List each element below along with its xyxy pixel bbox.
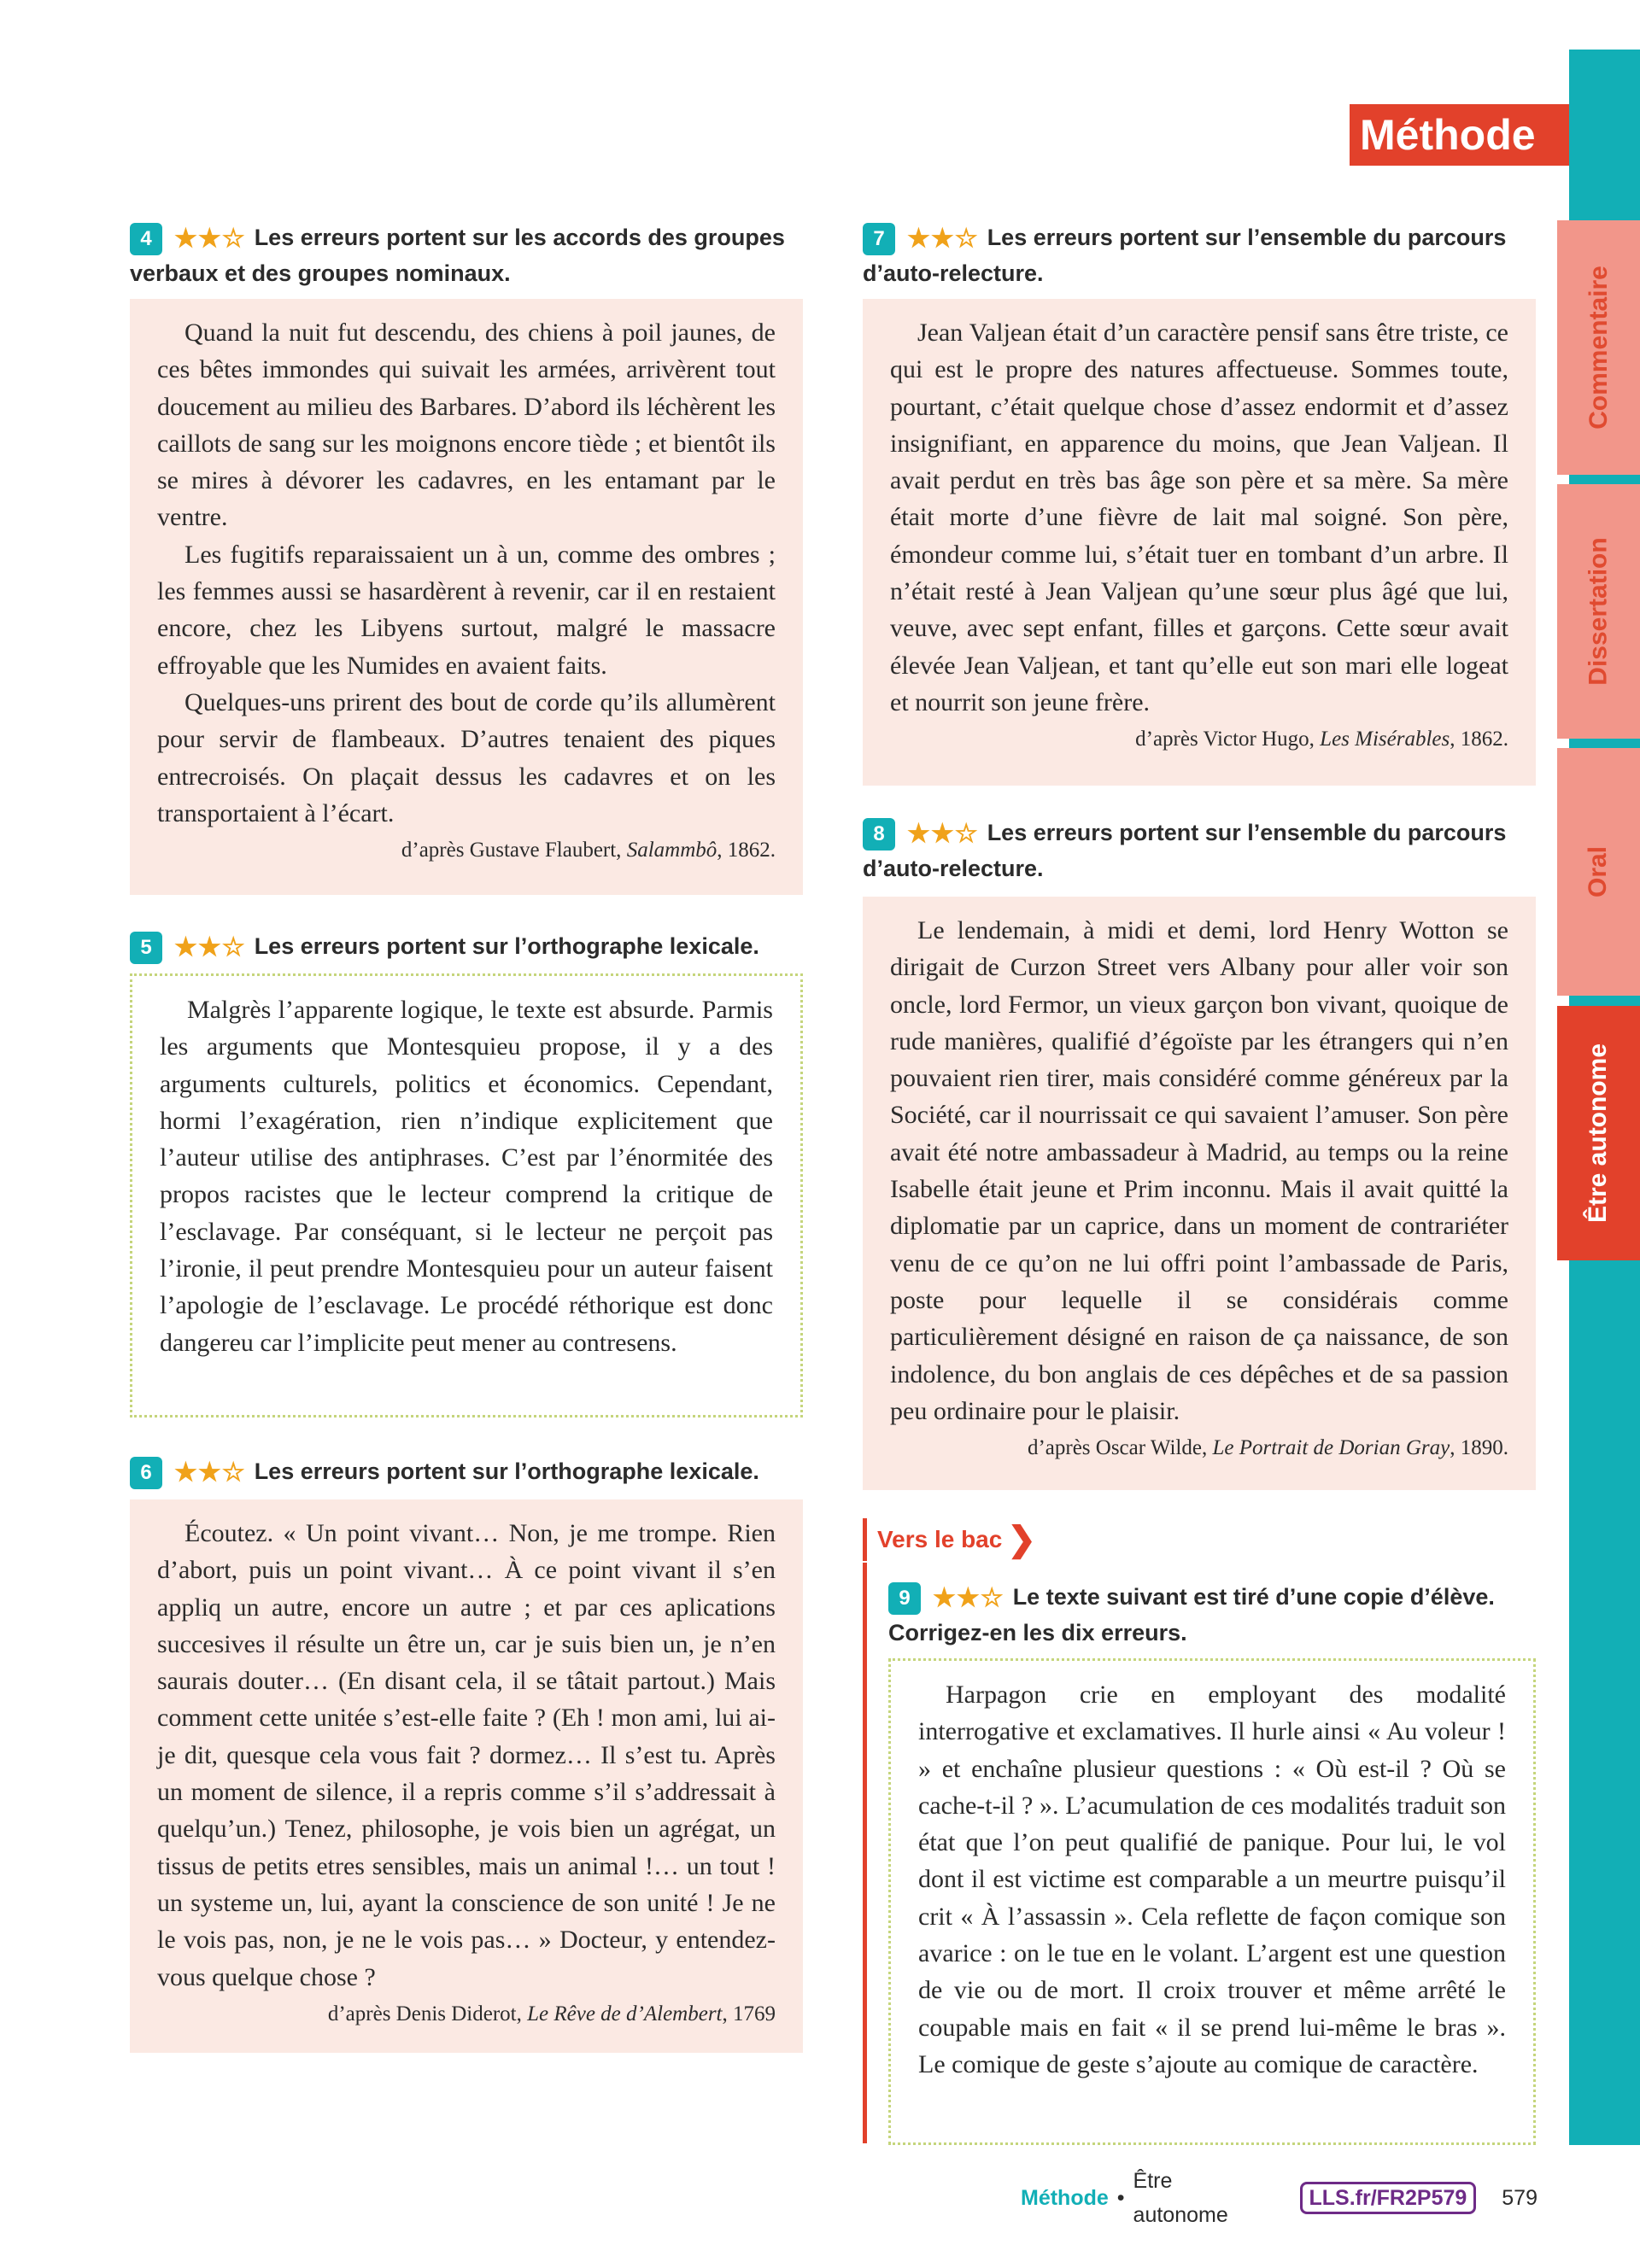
difficulty-stars-icon: ★★☆ xyxy=(933,1583,1004,1612)
exercise-4-text-box xyxy=(130,299,803,895)
text-paragraph: Harpagon crie en employant des modalité interrogative et exclamatives. Il hurle ainsi « Au voleur ! » et enchaîne plusieur questions : « Où est-il ? Où se cache-t-il ? ». L’acumulation de ces modalités traduit son état que l’on peut qualifié de panique. Pour lui, le vol dont il est victime est comparable a un meurtre puisqu’il crit « À l’assassin ». Cela reflette de façon comique son avarice : on le tue en le volant. L’argent est une question de vie ou de mort. Il croix trouver et même arrêté le coupable mais en fait « il se prend lui-même le bras ». Le comique de geste s’ajoute au comique de caractère. xyxy=(918,1681,1506,2078)
tab-dissertation[interactable] xyxy=(1557,484,1640,739)
text-paragraph: Écoutez. « Un point vivant… Non, je me trompe. Rien d’abort, puis un point vivant… À ce point vivant il s’en appliq un autre, encore un autre ; et par ces aplications succesives il résulte un être un, car je suis bien un, je n’en saurais douter… (En disant cela, il se tâtait partout.) Mais comment cette unitée s’est-elle faite ? (Eh ! mon ami, lui ai-je dit, quesque cela vous fait ? dormez… Il s’est tu. Après un moment de silence, il a repris comme s’il s’addressait à quelqu’un.) Tenez, philosophe, je vois bien un agrégat, un tissus de petits etres sensibles, mais un animal !… un tout ! un systeme un, lui, ayant la conscience de son unité ! Je ne le vois pas, non, je ne le vois pas… » Docteur, y entendez-vous quelque chose ? xyxy=(157,1519,776,1991)
exercise-8-heading xyxy=(863,815,1538,886)
exercise-title: Les erreurs portent sur les accords des groupes verbaux et des groupes nominaux. xyxy=(130,225,785,286)
exercise-4-heading xyxy=(130,220,805,290)
exercise-5-text-box xyxy=(130,973,803,1418)
exercise-number: 4 xyxy=(130,223,162,255)
tab-label: Oral xyxy=(1584,845,1613,898)
exercise-7-heading xyxy=(863,220,1538,290)
exercise-6-text-box xyxy=(130,1499,803,2053)
text-paragraph: Le lendemain, à midi et demi, lord Henry Wotton se dirigait de Curzon Street vers Albany pour aller voir son oncle, lord Fermor, un vieux garçon bon vivant, quoique de rude manières, qualifié d’égoïste par les étrangers qui n’en pouvaient rien tirer, mais considéré comme généreux par la Société, car il nourrissait ce qui savaient l’amuser. Son père avait été notre ambassadeur à Madrid, au temps ou la reine Isabelle était jeune et Prim inconnu. Mais il avait quitté la diplomatie par un caprice, dans un moment de contrariéter venu de ce qu’on ne lui offri point l’ambassade de Paris, poste pour lequelle il se considérais comme particulièrement désigné en raison de ça naissance, de son indolence, du bon anglais de ces dépêches et de sa passion peu ordinaire pour le plaisir. xyxy=(890,916,1508,1425)
exercise-title: Les erreurs portent sur l’orthographe lexicale. xyxy=(254,1458,759,1484)
exercise-number: 8 xyxy=(863,818,895,850)
exercise-title: Les erreurs portent sur l’ensemble du parcours d’auto-relecture. xyxy=(863,225,1507,286)
text-paragraph: Les fugitifs reparaissaient un à un, comme des ombres ; les femmes aussi se hasardèrent à revenir, car il en restaient encore, chez les Libyens surtout, malgré le massacre effroyable que les Numides en avaient faits. xyxy=(157,540,776,680)
source-citation: d’après Victor Hugo, Les Misérables, 1862. xyxy=(1135,728,1508,751)
exercise-title: Les erreurs portent sur l’ensemble du parcours d’auto-relecture. xyxy=(863,820,1507,881)
source-citation: d’après Gustave Flaubert, Salammbô, 1862. xyxy=(401,839,776,862)
exercise-title: Les erreurs portent sur l’orthographe lexicale. xyxy=(254,933,759,959)
exercise-title: Le texte suivant est tiré d’une copie d’élève. Corrigez-en les dix erreurs. xyxy=(888,1584,1495,1645)
difficulty-stars-icon: ★★☆ xyxy=(174,1458,246,1487)
exercise-6-heading xyxy=(130,1454,805,1490)
tab-commentaire[interactable] xyxy=(1557,220,1640,475)
difficulty-stars-icon: ★★☆ xyxy=(174,224,246,253)
tab-oral[interactable] xyxy=(1557,748,1640,996)
exercise-9-heading xyxy=(888,1580,1538,1650)
footer-section: Méthode xyxy=(1021,2186,1109,2210)
tab-label: Commentaire xyxy=(1584,266,1613,430)
source-citation: d’après Denis Diderot, Le Rêve de d’Alembert, 1769 xyxy=(327,2002,776,2025)
exercise-number: 5 xyxy=(130,932,162,964)
exercise-number: 7 xyxy=(863,223,895,255)
footer-chapter: Être autonome xyxy=(1133,2169,1228,2227)
difficulty-stars-icon: ★★☆ xyxy=(907,819,979,848)
exercise-5-heading xyxy=(130,929,805,965)
section-banner: Méthode xyxy=(1350,104,1569,166)
exercise-number: 9 xyxy=(888,1582,921,1615)
exercise-8-text-box xyxy=(863,897,1536,1490)
text-paragraph: Malgrès l’apparente logique, le texte est absurde. Parmis les arguments que Montesquieu propose, il y a des arguments culturels, politics et économics. Cependant, hormi l’exagération, rien n’indique explicitement que l’auteur utilise des antiphrases. C’est par l’énormitée des propos racistes que le lecteur comprend la critique de l’esclavage. Par conséquant, si le lecteur ne perçoit pas l’ironie, il peut prendre Montesquieu pour un auteur faisent l’apologie de l’esclavage. Le procédé réthorique est donc dangereu car l’implicite peut mener au contresens. xyxy=(160,996,773,1357)
bac-accent-line xyxy=(863,1563,867,2143)
chevron-right-icon: ❯ xyxy=(1007,1521,1036,1558)
exercise-9-text-box xyxy=(888,1658,1536,2145)
page-number: 579 xyxy=(1502,2186,1538,2210)
difficulty-stars-icon: ★★☆ xyxy=(174,932,246,962)
footer-separator: • xyxy=(1116,2186,1125,2210)
tab-label: Être autonome xyxy=(1584,1043,1613,1224)
source-citation: d’après Oscar Wilde, Le Portrait de Dorian Gray, 1890. xyxy=(1027,1436,1508,1460)
text-paragraph: Quand la nuit fut descendu, des chiens à poil jaunes, de ces bêtes immondes qui suivait les armées, arrivèrent tout doucement au milieu des Barbares. D’abord ils léchèrent les caillots de sang sur les moignons encore tiède ; et bientôt ils se mires à dévorer les cadavres, en les entamant par le ventre. xyxy=(157,319,776,532)
exercise-7-text-box xyxy=(863,299,1536,786)
page-footer xyxy=(1021,2169,1538,2227)
tab-label: Dissertation xyxy=(1584,537,1613,686)
vers-le-bac-label: Vers le bac ❯ xyxy=(863,1518,1036,1561)
difficulty-stars-icon: ★★☆ xyxy=(907,224,979,253)
text-paragraph: Jean Valjean était d’un caractère pensif sans être triste, ce qui est le propre des natures affectueuse. Sommes toute, pourtant, c’était quelque chose d’assez endormit et d’assez insignifiant, en apparence du moins, que Jean Valjean. Il avait perdut en très bas âge son père et sa mère. Sa mère était morte d’une fièvre de lait mal soigné. Son père, émondeur comme lui, s’était tuer en tombant d’un arbre. Il n’était resté à Jean Valjean qu’une sœur plus âgé que lui, veuve, avec sept enfant, filles et garçons. Cette sœur avait élevée Jean Valjean, et tant qu’elle eut son mari elle logeat et nourrit son jeune frère. xyxy=(890,319,1508,716)
text-paragraph: Quelques-uns prirent des bout de corde qu’ils allumèrent pour servir de flambeaux. D’autres tenaient des piques entrecroisés. On plaçait dessus les cadavres et on les transportaient à l’écart. xyxy=(157,687,776,827)
online-resource-link[interactable]: LLS.fr/FR2P579 xyxy=(1300,2182,1477,2214)
exercise-number: 6 xyxy=(130,1457,162,1489)
tab-etre-autonome[interactable] xyxy=(1557,1006,1640,1260)
